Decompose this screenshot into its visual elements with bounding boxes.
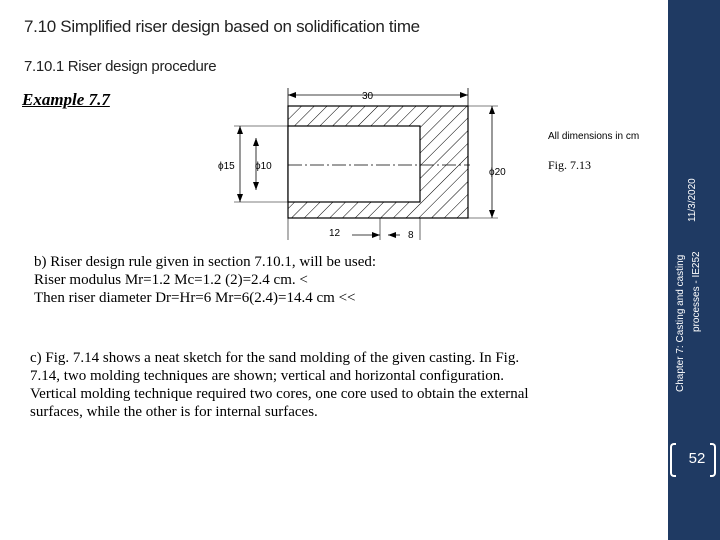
- sidebar-date: 11/3/2020: [687, 178, 698, 222]
- dimensions-note: All dimensions in cm: [548, 131, 640, 142]
- para-c-line2: 7.14, two molding techniques are shown; vertical and horizontal configuration.: [30, 368, 505, 384]
- figure-caption: Fig. 7.13: [548, 158, 592, 172]
- dim-bottom: [288, 218, 420, 240]
- para-c-line1: c) Fig. 7.14 shows a neat sketch for the sand molding of the given casting. In Fig.: [30, 350, 520, 366]
- dim-label-phi20: ϕ20: [489, 167, 506, 178]
- sidebar-course-line1: Chapter 7: Casting and casting: [675, 254, 686, 392]
- para-b-line2: Riser modulus Mr=1.2 Mc=1.2 (2)=2.4 cm. <: [34, 272, 308, 288]
- dim-label-phi15: ϕ15: [218, 161, 235, 172]
- paragraph-b: [34, 253, 554, 307]
- dim-label-12: 12: [329, 228, 341, 239]
- para-c-line4: surfaces, while the other is for internal surfaces.: [30, 404, 318, 420]
- para-b-line1: b) Riser design rule given in section 7.10.1, will be used:: [34, 254, 377, 270]
- casting-section: [288, 106, 468, 218]
- para-c-line3: Vertical molding technique required two cores, one core used to obtain the external: [30, 386, 529, 402]
- dim-label-phi10: ϕ10: [255, 161, 272, 172]
- sidebar-course-line2: processes - IE252: [691, 251, 702, 332]
- dim-label-30: 30: [362, 91, 374, 102]
- slide-title: 7.10 Simplified riser design based on solidification time: [24, 17, 420, 36]
- slide-subtitle: 7.10.1 Riser design procedure: [24, 58, 217, 75]
- example-heading: Example 7.7: [22, 90, 110, 109]
- dim-phi20: [468, 106, 498, 218]
- para-b-line3: Then riser diameter Dr=Hr=6 Mr=6(2.4)=14.4 cm <<: [34, 290, 356, 306]
- page-number: 52: [688, 450, 706, 467]
- dim-30: [288, 88, 468, 106]
- dim-label-8: 8: [408, 230, 414, 241]
- paragraph-c: [30, 349, 650, 421]
